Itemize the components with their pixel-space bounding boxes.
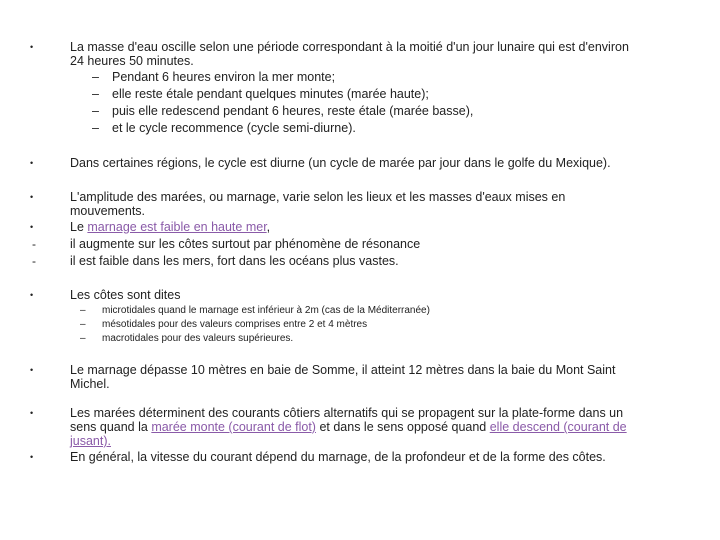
sub-item-text: elle reste étale pendant quelques minutes (marée haute); [112,87,429,101]
bullet-dot: • [30,192,34,202]
dash-marker: – [80,319,86,330]
link-maree-monte[interactable]: marée monte (courant de flot) [151,420,316,434]
sub-item-text: macrotidales pour des valeurs supérieures. [102,333,294,344]
link-marnage-haute-mer[interactable]: marnage est faible en haute mer [87,220,267,234]
bullet-dot: • [30,290,34,300]
paragraph-text: En général, la vitesse du courant dépend du marnage, de la profondeur et de la forme des côtes. [70,450,606,464]
text-fragment: sens quand la [70,420,152,434]
sub-item [92,104,473,118]
paragraph-text: il est faible dans les mers, fort dans les océans plus vastes. [70,254,399,268]
sub-item-text: microtidales quand le marnage est inférieur à 2m (cas de la Méditerranée) [102,305,430,316]
paragraph-text [70,220,700,234]
paragraph-text: 24 heures 50 minutes. [70,54,194,68]
text-fragment: et dans le sens opposé quand [315,420,490,434]
dash-marker: – [92,104,99,118]
link-jusant[interactable]: jusant). [70,434,111,448]
dash-marker: – [92,121,99,135]
bullet-dot: • [30,365,34,375]
sub-item-text: et le cycle recommence (cycle semi-diurne). [112,121,356,135]
paragraph-text: Dans certaines régions, le cycle est diurne (un cycle de marée par jour dans le golfe du Mexique). [70,156,611,170]
dash-marker: – [92,70,99,84]
bullet-dot: • [30,408,34,418]
bullet-dot: • [30,222,34,232]
dash-marker: – [92,87,99,101]
sub-item-small [0,304,720,317]
dash-marker: – [80,333,86,344]
link-elle-descend[interactable]: elle descend (courant de [489,420,627,434]
bullet-dot: • [30,158,34,168]
hyphen-marker: - [32,254,36,268]
sub-item-text: mésotidales pour des valeurs comprises entre 2 et 4 mètres [102,319,368,330]
text-fragment: , [266,220,271,234]
sub-item-text: Pendant 6 heures environ la mer monte; [112,70,336,84]
paragraph-text [70,420,700,434]
sub-item [92,121,356,135]
text-fragment: Le [70,220,88,234]
sub-item-small [0,318,720,331]
sub-item-small [0,332,720,345]
paragraph-text: mouvements. [70,204,146,218]
sub-item [92,70,335,84]
dash-marker: – [80,305,86,316]
hyphen-marker: - [32,237,36,251]
paragraph-text [70,434,700,448]
sub-item [92,87,429,101]
paragraph-text: Le marnage dépasse 10 mètres en baie de Somme, il atteint 12 mètres dans la baie du Mont Saint [70,363,616,377]
paragraph-text: Les côtes sont dites [70,288,181,302]
sub-item-text: puis elle redescend pendant 6 heures, reste étale (marée basse), [112,104,474,118]
bullet-dot: • [30,42,34,52]
paragraph-text: L'amplitude des marées, ou marnage, varie selon les lieux et les masses d'eaux mises en [70,190,566,204]
bullet-dot: • [30,452,34,462]
paragraph-text: Les marées déterminent des courants côtiers alternatifs qui se propagent sur la plate-forme dans un [70,406,624,420]
paragraph-text: Michel. [70,377,110,391]
paragraph-text: il augmente sur les côtes surtout par phénomène de résonance [70,237,421,251]
paragraph-text: La masse d'eau oscille selon une période correspondant à la moitié d'un jour lunaire qui est d'environ [70,40,629,54]
